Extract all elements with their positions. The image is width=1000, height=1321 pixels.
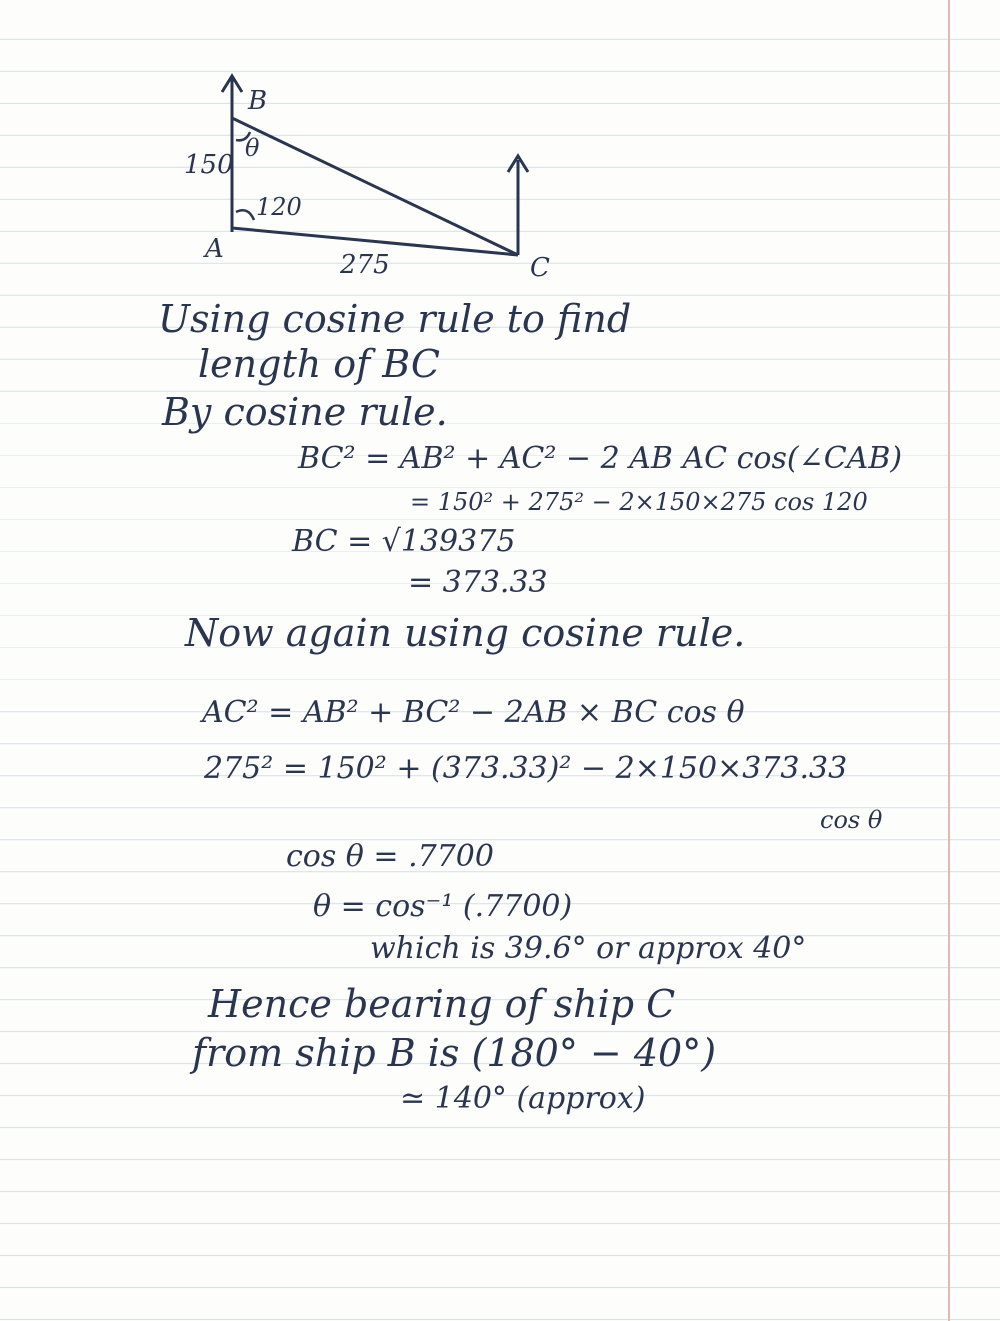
label-a: A — [205, 234, 224, 264]
line-7: = 373.33 — [408, 565, 548, 600]
angle-arc-a — [236, 210, 254, 220]
side-bc — [232, 118, 518, 255]
line-15: Hence bearing of ship C — [208, 982, 676, 1026]
label-ac-length: 275 — [340, 250, 390, 280]
label-theta: θ — [245, 134, 260, 162]
line-17: ≃ 140° (approx) — [400, 1081, 646, 1116]
line-14: which is 39.6° or approx 40° — [370, 931, 807, 966]
line-8: Now again using cosine rule. — [185, 611, 746, 655]
line-9: AC² = AB² + BC² − 2AB × BC cos θ — [202, 695, 745, 730]
line-11: cos θ — [820, 806, 883, 834]
label-c: C — [530, 253, 550, 283]
line-16: from ship B is (180° − 40°) — [192, 1031, 717, 1075]
line-1: Using cosine rule to find — [158, 297, 632, 341]
line-4: BC² = AB² + AC² − 2 AB AC cos(∠CAB) — [298, 441, 903, 476]
line-12: cos θ = .7700 — [286, 839, 494, 874]
line-13: θ = cos⁻¹ (.7700) — [313, 889, 573, 924]
line-6: BC = √139375 — [292, 524, 516, 559]
line-10: 275² = 150² + (373.33)² − 2×150×373.33 — [204, 751, 848, 786]
line-3: By cosine rule. — [162, 390, 448, 434]
label-angle-a: 120 — [256, 193, 302, 221]
line-5: = 150² + 275² − 2×150×275 cos 120 — [410, 488, 868, 516]
triangle-diagram — [0, 0, 1000, 300]
label-b: B — [248, 86, 268, 116]
label-ab-length: 150 — [184, 150, 234, 180]
line-2: length of BC — [198, 342, 440, 386]
